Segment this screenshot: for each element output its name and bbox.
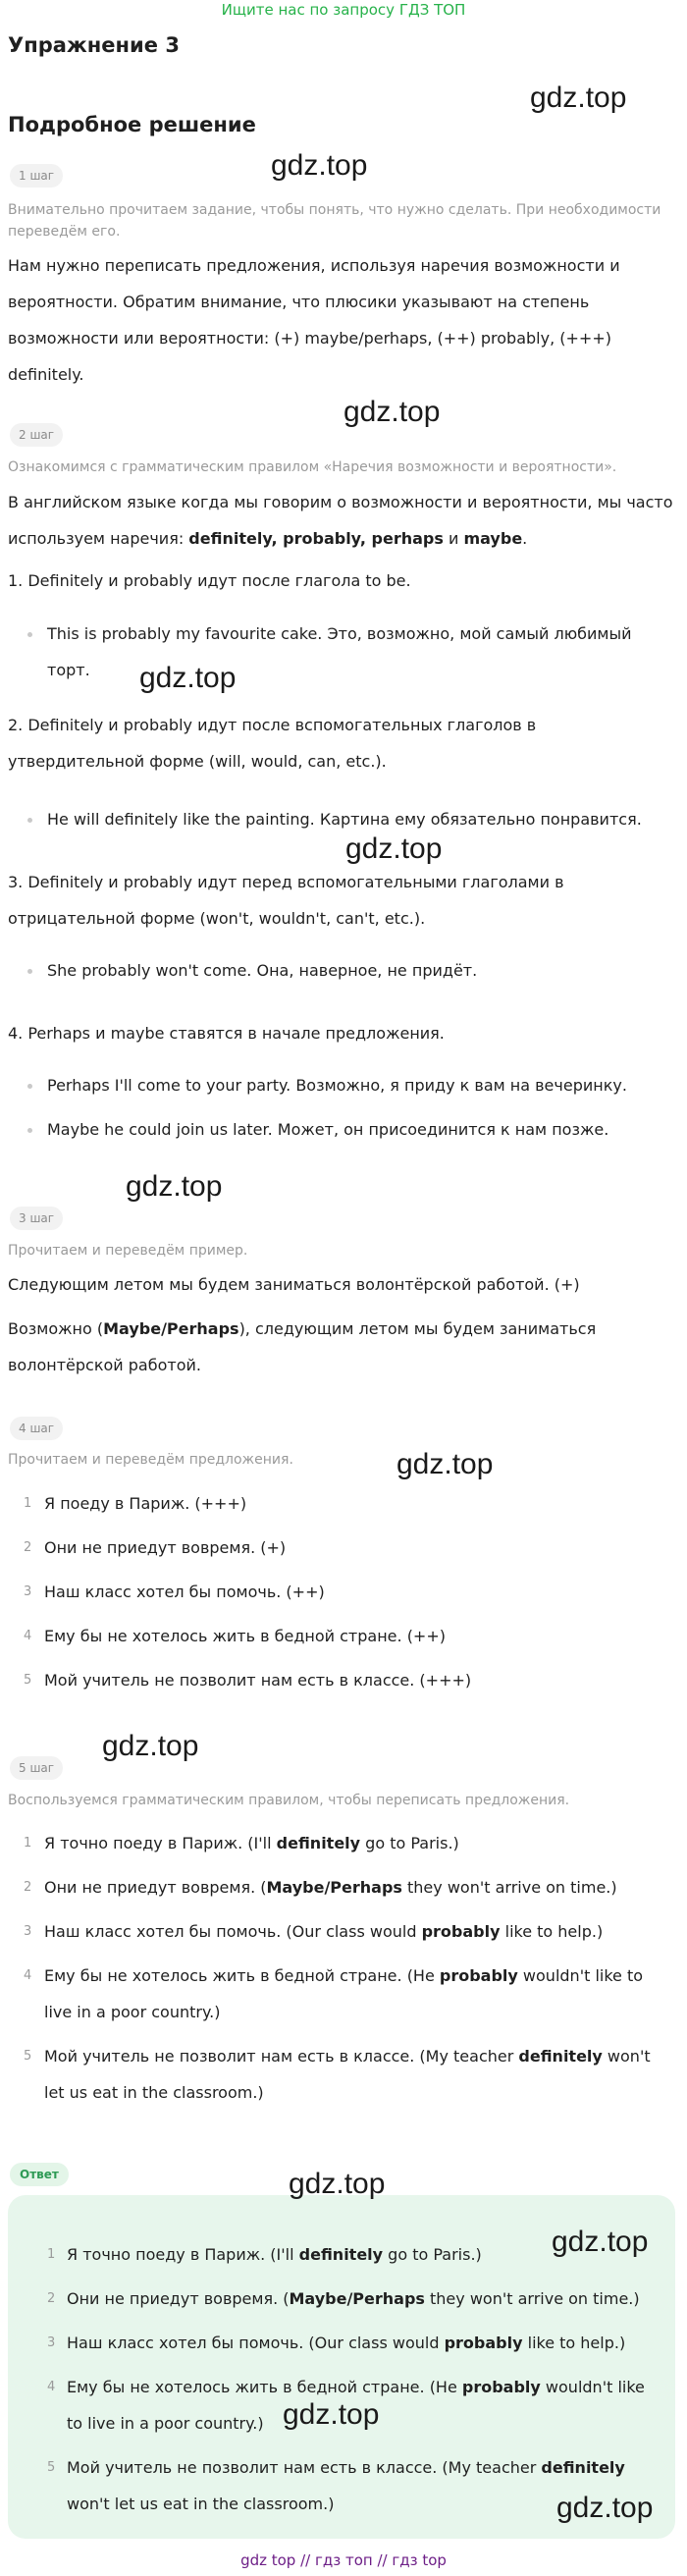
list-number: 5 (24, 1673, 32, 1688)
rule-intro: В английском языке когда мы говорим о возможности и вероятности, мы часто используем наречия: definitely, probably, perhaps и maybe. (8, 493, 673, 548)
rule-item: 1. Definitely и probably идут после глагола to be. (8, 571, 411, 590)
watermark: gdz.top (271, 149, 368, 182)
rule-item: 2. Definitely и probably идут после вспомогательных глаголов в утвердительной форме (will, would, can, etc.). (8, 716, 537, 771)
list-number: 4 (47, 2380, 56, 2394)
list-number: 4 (24, 1629, 32, 1643)
watermark: gdz.top (396, 1448, 494, 1480)
watermark: gdz.top (552, 2226, 649, 2258)
list-item: Ему бы не хотелось жить в бедной стране. (He probably wouldn't like to live in a poor country.) (44, 1966, 644, 2021)
bullet-dot (27, 818, 32, 823)
example-text: This is probably my favourite cake. Это, возможно, мой самый любимый торт. (47, 624, 632, 679)
section-title: Подробное решение (8, 113, 256, 136)
step-hint: Ознакомимся с грамматическим правилом «Наречия возможности и вероятности». (8, 459, 617, 475)
footer-links[interactable]: gdz top // гдз топ // гдз top (240, 2551, 447, 2569)
rule-item: 4. Perhaps и maybe ставятся в начале предложения. (8, 1024, 445, 1043)
bullet-dot (27, 1128, 32, 1133)
list-item: Наш класс хотел бы помочь. (++) (44, 1583, 325, 1601)
watermark: gdz.top (139, 662, 237, 694)
list-item: Они не приедут вовремя. (+) (44, 1538, 287, 1557)
list-number: 1 (24, 1496, 32, 1511)
bullet-dot (27, 632, 32, 637)
list-item: Мой учитель не позволит нам есть в классе. (My teacher definitely won't let us eat in the classroom.) (44, 2047, 651, 2102)
step-hint: Воспользуемся грамматическим правилом, чтобы переписать предложения. (8, 1793, 570, 1808)
step-badge: 4 шаг (10, 1417, 63, 1440)
step-badge: 5 шаг (10, 1756, 63, 1780)
example-line: Следующим летом мы будем заниматься волонтёрской работой. (+) (8, 1275, 580, 1294)
answer-item: Мой учитель не позволит нам есть в классе. (My teacher definitely won't let us eat in the classroom.) (67, 2458, 625, 2513)
list-number: 2 (47, 2291, 56, 2306)
list-item: Я точно поеду в Париж. (I'll definitely go to Paris.) (44, 1834, 459, 1852)
list-number: 2 (24, 1880, 32, 1895)
example-text: Perhaps I'll come to your party. Возможно, я приду к вам на вечеринку. (47, 1076, 627, 1095)
bullet-dot (27, 969, 32, 974)
list-item: Наш класс хотел бы помочь. (Our class would probably like to help.) (44, 1922, 604, 1941)
page-title: Упражнение 3 (8, 33, 180, 57)
watermark: gdz.top (289, 2168, 386, 2200)
bullet-dot (27, 1084, 32, 1089)
step-badge: 2 шаг (10, 423, 63, 447)
list-number: 5 (47, 2460, 56, 2475)
step-text: Нам нужно переписать предложения, используя наречия возможности и вероятности. Обратим внимание, что плюсики указывают на степень возможности или вероятности: (+) maybe/perhaps, (++) probably, (+++) definitely. (8, 256, 620, 384)
step-hint: Прочитаем и переведём пример. (8, 1243, 248, 1259)
list-number: 3 (47, 2335, 56, 2350)
watermark: gdz.top (283, 2398, 380, 2431)
step-badge: 1 шаг (10, 164, 63, 188)
answer-item: Ему бы не хотелось жить в бедной стране. (He probably wouldn't like to live in a poor country.) (67, 2378, 645, 2433)
list-number: 3 (24, 1924, 32, 1939)
rule-item: 3. Definitely и probably идут перед вспомогательными глаголами в отрицательной форме (won't, wouldn't, can't, etc.). (8, 873, 564, 928)
step-badge: 3 шаг (10, 1207, 63, 1230)
step-hint: Прочитаем и переведём предложения. (8, 1452, 293, 1468)
list-item: Я поеду в Париж. (+++) (44, 1494, 247, 1513)
list-number: 2 (24, 1540, 32, 1555)
list-number: 4 (24, 1968, 32, 1983)
step-hint: Внимательно прочитаем задание, чтобы понять, что нужно сделать. При необходимости переведём его. (8, 202, 661, 240)
list-item: Мой учитель не позволит нам есть в классе. (+++) (44, 1671, 472, 1690)
watermark: gdz.top (530, 81, 627, 114)
example-text: He will definitely like the painting. Картина ему обязательно понравится. (47, 810, 642, 829)
watermark: gdz.top (345, 832, 443, 865)
list-number: 3 (24, 1584, 32, 1599)
answer-item: Наш класс хотел бы помочь. (Our class would probably like to help.) (67, 2334, 626, 2352)
watermark: gdz.top (102, 1730, 199, 1762)
example-translation: Возможно (Maybe/Perhaps), следующим летом мы будем заниматься волонтёрской работой. (8, 1319, 597, 1374)
search-hint-link[interactable]: Ищите нас по запросу ГДЗ ТОП (221, 1, 466, 19)
watermark: gdz.top (126, 1170, 223, 1203)
list-item: Они не приедут вовремя. (Maybe/Perhaps they won't arrive on time.) (44, 1878, 617, 1897)
answer-item: Я точно поеду в Париж. (I'll definitely go to Paris.) (67, 2245, 482, 2264)
watermark: gdz.top (344, 396, 441, 428)
answer-item: Они не приедут вовремя. (Maybe/Perhaps they won't arrive on time.) (67, 2289, 640, 2308)
example-text: She probably won't come. Она, наверное, не придёт. (47, 961, 478, 980)
list-number: 1 (24, 1836, 32, 1851)
example-text: Maybe he could join us later. Может, он присоединится к нам позже. (47, 1120, 609, 1139)
list-item: Ему бы не хотелось жить в бедной стране. (++) (44, 1627, 446, 1645)
list-number: 1 (47, 2247, 56, 2262)
list-number: 5 (24, 2049, 32, 2064)
answer-badge: Ответ (10, 2163, 69, 2186)
watermark: gdz.top (556, 2492, 654, 2524)
